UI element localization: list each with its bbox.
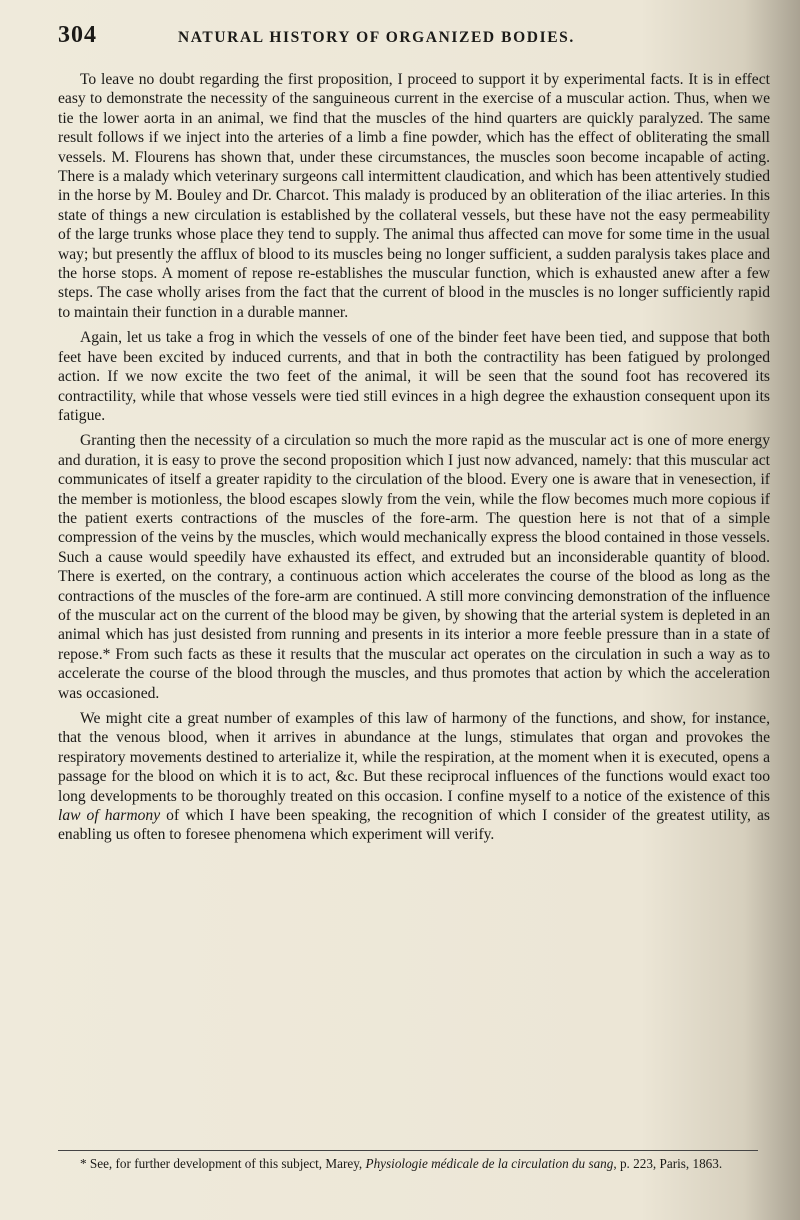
body-text [58,70,770,851]
paragraph-4-text-start: We might cite a great number of examples of this law of harmony of the functions, and show, for instance, that the venous blood, when it arrives in abundance at the lungs, stimulates that organ and provokes the respiratory movements destined to arterialize it, while the respiration, at the moment when it is executed, opens a passage for the blood on which it is to act, &c. But these reciprocal influences of the functions would exact too long developments to be thoroughly treated on this occasion. I confine myself to a notice of the existence of this [58,710,770,805]
paragraph-3: Granting then the necessity of a circulation so much the more rapid as the muscular act is one of more energy and duration, it is easy to prove the second proposition which I just now advanced, namely: that this muscular act communicates of itself a greater rapidity to the circulation of the blood. Every one is aware that in venesection, if the member is motionless, the blood escapes slowly from the vein, while the flow becomes much more copious if the patient exerts contractions of the muscles of the fore-arm. The question here is not that of a simple compression of the veins by the muscles, which would mechanically express the blood contained in those vessels. Such a cause would speedily have exhausted its effect, and extruded but an inconsiderable quantity of blood. There is exerted, on the contrary, a continuous action which accelerates the course of the blood as long as the contractions of the muscles of the fore-arm are continued. A still more convincing demonstration of the influence of the muscular act on the current of the blood may be given, by showing that the arterial system is depleted in an animal which has just desisted from running and presents in its interior a more feeble pressure than in a state of repose.* From such facts as these it results that the muscular act operates on the circulation in such a way as to accelerate the course of the blood through the muscles, and thus promotes that action by which the acceleration was occasioned. [58,432,770,702]
footnote-text-end: , p. 223, Paris, 1863. [613,1156,723,1171]
footnote-italic-title: Physiologie médicale de la circulation du sang [365,1156,614,1171]
paragraph-1: To leave no doubt regarding the first proposition, I proceed to support it by experimental facts. It is in effect easy to demonstrate the necessity of the sanguineous current in the exercise of a muscular action. Thus, when we tie the lower aorta in an animal, we find that the muscles of the hind quarters are quickly paralyzed. The same result follows if we inject into the arteries of a limb a fine powder, which has the effect of obliterating the small vessels. M. Flourens has shown that, under these circumstances, the muscles soon become incapable of acting. There is a malady which veterinary surgeons call intermittent claudication, and which has been attentively studied in the horse by M. Bouley and Dr. Charcot. This malady is produced by an obliteration of the iliac arteries. In this state of things a new circulation is established by the collateral vessels, but these have not the easy permeability of the large trunks whose place they tend to supply. The animal thus affected can move for some time in the usual way; but presently the afflux of blood to its muscles being no longer sufficient, a sudden paralysis takes place and the horse stops. A moment of repose re-establishes the muscular function, which is exhausted anew after a few steps. The case wholly arises from the fact that the current of blood in the muscles is no longer sufficiently rapid to maintain their function in a durable manner. [58,71,770,321]
paragraph-4-italic: law of harmony [58,807,161,825]
page-number: 304 [58,22,97,48]
footnote [58,1155,758,1172]
footnote-text-start: * See, for further development of this subject, Marey, [80,1156,366,1171]
running-title: NATURAL HISTORY OF ORGANIZED BODIES. [178,29,575,46]
paragraph-4 [58,709,770,845]
page-header [58,22,758,56]
paragraph-2: Again, let us take a frog in which the vessels of one of the binder feet have been tied, and suppose that both feet have been excited by induced currents, and that in both the contractility has been fatigued by prolonged action. If we now excite the two feet of the animal, it will be seen that the sound foot has recovered its contractility, while that whose vessels were tied still evinces in a high degree the exhaustion consequent upon its fatigue. [58,329,770,424]
paragraph-4-text-end: of which I have been speaking, the recognition of which I consider of the greatest utility, as enabling us often to foresee phenomena which experiment will verify. [58,807,770,844]
footnote-divider [58,1150,758,1151]
